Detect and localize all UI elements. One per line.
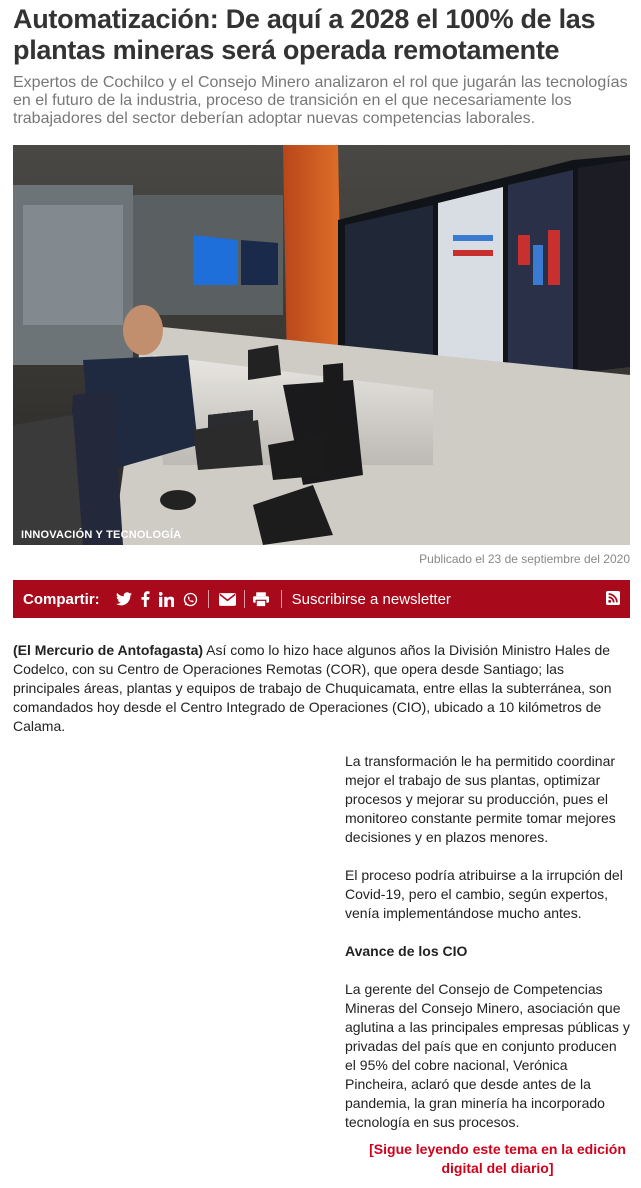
print-icon[interactable] bbox=[253, 592, 269, 607]
linkedin-icon[interactable] bbox=[159, 592, 174, 607]
subscribe-newsletter-link[interactable]: Suscribirse a newsletter bbox=[291, 590, 451, 608]
intro-text: Así como lo hizo hace algunos años la División Ministro Hales de Codelco, con su Centro de Operaciones Remotas (COR), que opera desde Santiago; las principales áreas, plantas y equipos de trabajo de Chuquicamata, entre ellas la subterránea, son comandados hoy desde el Centro Integrado de Operaciones (CIO), ubicado a 10 kilómetros de Calama. bbox=[13, 642, 612, 734]
section-subheading: Avance de los CIO bbox=[345, 943, 468, 959]
share-label: Compartir: bbox=[23, 590, 100, 608]
photo-caption: INNOVACIÓN Y TECNOLOGÍA bbox=[21, 529, 182, 541]
share-bar bbox=[13, 580, 630, 618]
publish-date: Publicado el 23 de septiembre del 2020 bbox=[419, 552, 630, 566]
rss-icon[interactable] bbox=[606, 591, 620, 605]
email-icon[interactable] bbox=[219, 593, 236, 606]
facebook-icon[interactable] bbox=[141, 591, 150, 607]
whatsapp-icon[interactable] bbox=[183, 592, 198, 607]
article-intro-paragraph bbox=[13, 641, 623, 736]
article-headline: Automatización: De aquí a 2028 el 100% de las plantas mineras será operada remotamente bbox=[13, 4, 596, 65]
article-body-column bbox=[345, 752, 630, 1178]
source-label: (El Mercurio de Antofagasta) bbox=[13, 642, 204, 658]
article-lede: Expertos de Cochilco y el Consejo Minero analizaron el rol que jugarán las tecnologías en el futuro de la industria, proceso de transición en el que necesariamente los trabajadores del sector deberían adoptar nuevas competencias laborales. bbox=[13, 74, 628, 127]
separator bbox=[244, 590, 245, 608]
paragraph-2: El proceso podría atribuirse a la irrupción del Covid-19, pero el cambio, según expertos, venía implementándose mucho antes. bbox=[345, 867, 623, 921]
share-icons bbox=[116, 591, 198, 607]
continue-reading-link[interactable]: [Sigue leyendo este tema en la edición digital del diario] bbox=[369, 1141, 626, 1176]
twitter-icon[interactable] bbox=[116, 592, 132, 606]
separator bbox=[281, 590, 282, 608]
paragraph-3: La gerente del Consejo de Competencias Mineras del Consejo Minero, asociación que aglutina a las principales empresas públicas y privadas del país que en conjunto producen el 95% del cobre nacional, Verónica Pincheira, aclaró que desde antes de la pandemia, la gran minería ha incorporado tecnología en sus procesos. bbox=[345, 981, 630, 1130]
paragraph-1: La transformación le ha permitido coordinar mejor el trabajo de sus plantas, optimizar procesos y mejorar su producción, pues el monitoreo constante permite tomar mejores decisiones y en plazos menores. bbox=[345, 753, 616, 845]
separator bbox=[208, 590, 209, 608]
article-photo bbox=[13, 145, 630, 545]
